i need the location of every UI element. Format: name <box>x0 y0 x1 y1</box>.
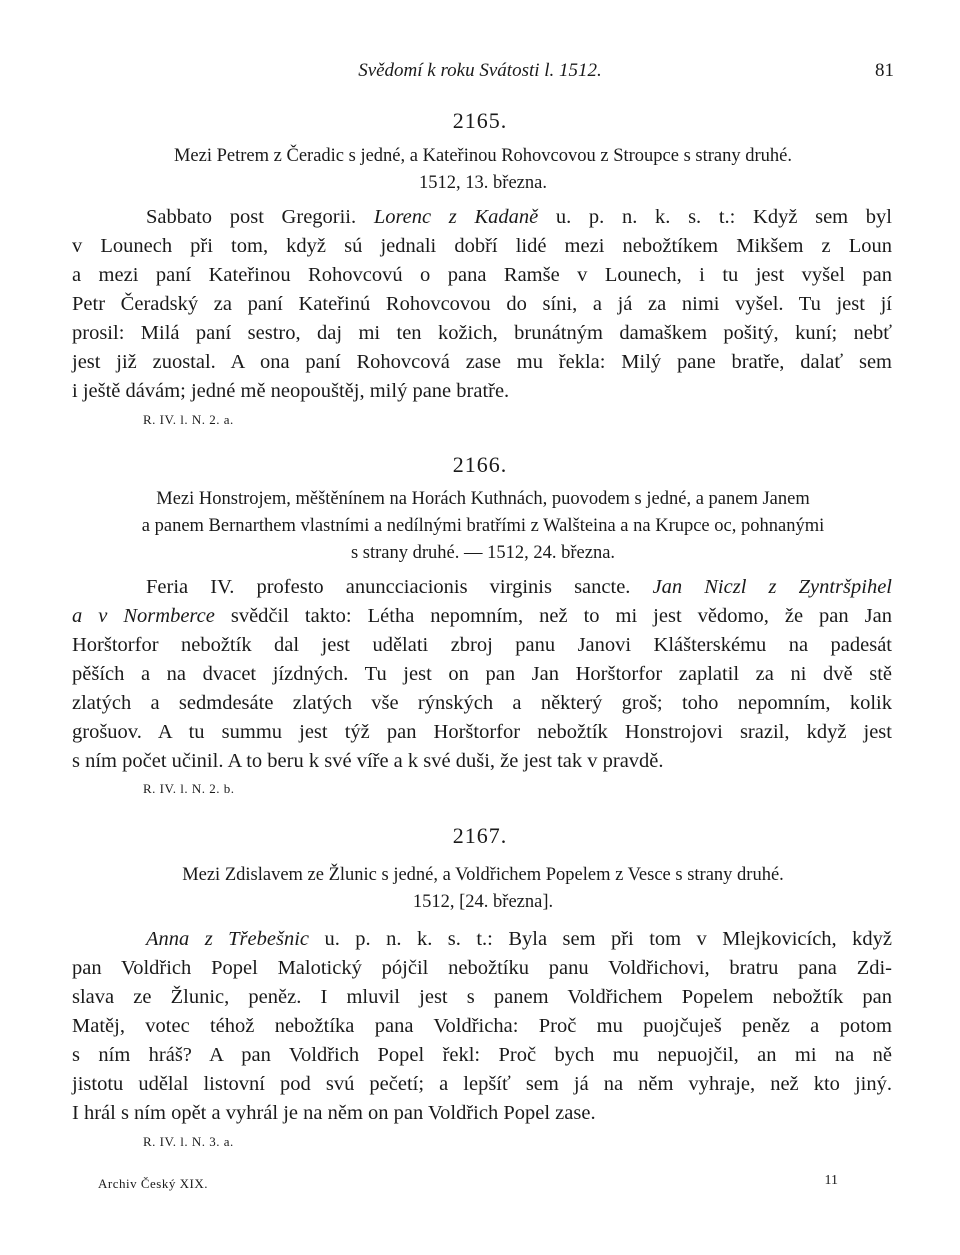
running-title: Svědomí k roku Svátosti l. 1512. <box>358 60 602 81</box>
footer-signature: Archiv Český XIX. <box>98 1176 208 1191</box>
body-text: v Lounech při tom, když sú jednali dobří lidé mezi nebožtíkem Mikšem z Loun <box>72 235 892 257</box>
footer-sheet-number: 11 <box>824 1173 838 1188</box>
body-line <box>72 983 892 1012</box>
entry-heading <box>72 486 894 567</box>
body-line <box>72 377 892 406</box>
body-text: u. p. n. k. s. t.: Byla sem při tom v Mlejkovicích, když <box>309 928 892 950</box>
entry-number: 2165. <box>452 108 508 133</box>
body-text: Sabbato post Gregorii. <box>146 206 374 228</box>
entry-heading <box>72 862 894 916</box>
body-text: Matěj, votec téhož nebožtíka pana Voldřicha: Proč mu puojčuješ peněz a potom <box>72 1015 892 1037</box>
body-text: slava ze Žlunic, peněz. I mluvil jest s panem Voldřichem Popelem nebožtík pan <box>72 986 892 1008</box>
heading-line: Mezi Petrem z Čeradic s jedné, a Kateřinou Rohovcovou z Stroupce s strany druhé. <box>173 146 793 166</box>
archive-reference: R. IV. l. N. 2. b. <box>143 781 235 796</box>
body-text: s ním hráš? A pan Voldřich Popel řekl: Proč bych mu nepuojčil, an mi na ně <box>72 1044 892 1066</box>
body-line <box>72 689 892 718</box>
running-head <box>0 58 960 88</box>
entry-body <box>72 925 892 1128</box>
entry-body <box>72 203 892 406</box>
body-text: pěších a na dvacet jízdných. Tu jest on pan Jan Horštorfor zaplatil za ni dvě stě <box>72 663 892 685</box>
heading-line: s strany druhé. — 1512, 24. března. <box>350 543 616 563</box>
body-line <box>72 319 892 348</box>
body-line <box>72 348 892 377</box>
body-text: prosil: Milá paní sestro, daj mi ten kožich, brunátným damaškem pošitý, kuní; nebť <box>72 322 892 344</box>
body-line <box>72 631 892 660</box>
body-line <box>72 602 892 631</box>
heading-line: a panem Bernarthem vlastními a nedílnými bratřími z Walšteina a na Krupce oc, pohnanými <box>141 516 825 536</box>
body-text: zlatých a sedmdesáte zlatých vše rýnských a některý groš; toho nepomním, kolik <box>72 692 892 714</box>
body-line <box>72 954 892 983</box>
archive-reference: R. IV. l. N. 3. a. <box>143 1134 234 1149</box>
body-text: u. p. n. k. s. t.: Když sem byl <box>538 206 892 228</box>
heading-line: 1512, 13. března. <box>419 173 547 193</box>
body-line <box>72 1041 892 1070</box>
body-line <box>72 573 892 602</box>
witness-name: Anna z Třebešnic <box>146 928 310 950</box>
body-line <box>72 203 892 232</box>
witness-name: Jan Niczl z Zyntršpihel <box>652 576 893 598</box>
body-text: svědčil takto: Létha nepomním, než to mi jest vědomo, že pan Jan <box>214 605 892 627</box>
body-text: Feria IV. profesto anuncciacionis virginis sancte. <box>146 576 653 598</box>
body-line <box>72 747 892 776</box>
archive-reference: R. IV. l. N. 2. a. <box>143 412 234 427</box>
witness-name: a v Normberce <box>72 605 215 627</box>
body-text: I hrál s ním opět a vyhrál je na něm on pan Voldřich Popel zase. <box>72 1102 596 1124</box>
body-line <box>72 1099 892 1128</box>
entry-number: 2166. <box>452 452 508 477</box>
body-line <box>72 1070 892 1099</box>
heading-line: Mezi Zdislavem ze Žlunic s jedné, a Voldřichem Popelem z Vesce s strany druhé. <box>182 865 784 885</box>
heading-line: Mezi Honstrojem, měštěnínem na Horách Kuthnách, puovodem s jedné, a panem Janem <box>156 489 810 509</box>
entry-number: 2167. <box>452 823 508 848</box>
body-line <box>72 1012 892 1041</box>
witness-name: Lorenc z Kadaně <box>373 206 539 228</box>
entry-heading <box>72 143 894 197</box>
entry-body <box>72 573 892 776</box>
body-text: Petr Čeradský za paní Kateřinú Rohovcovou do síni, a já za nimi vyšel. Tu jest jí <box>72 293 892 315</box>
body-text: a mezi paní Kateřinou Rohovcovú o pana Ramše v Lounech, i tu jest vyšel pan <box>72 264 892 286</box>
body-text: jest již zuostal. A ona paní Rohovcová zase mu řekla: Milý pane bratře, dalať sem <box>72 351 892 373</box>
body-text: s ním počet učinil. A to beru k své víře a k své duši, že jest tak v pravdě. <box>72 750 664 772</box>
body-line <box>72 660 892 689</box>
body-text: Horštorfor nebožtík dal jest udělati zbroj panu Janovi Klášterskému na padesát <box>72 634 892 656</box>
body-text: jistotu udělal listovní pod svú pečetí; a lepšíť sem já na něm vyhraje, než kto jiný. <box>72 1073 892 1095</box>
body-line <box>72 232 892 261</box>
body-line <box>72 290 892 319</box>
body-text: pan Voldřich Popel Malotický pójčil nebožtíku panu Voldřichovi, bratru pana Zdi- <box>72 957 892 979</box>
body-text: i ještě dávám; jedné mě neopouštěj, milý pane bratře. <box>72 380 510 402</box>
body-line <box>72 925 892 954</box>
body-line <box>72 718 892 747</box>
body-text: grošuov. A tu summu jest týž pan Horštorfor nebožtík Honstrojovi srazil, když jest <box>72 721 892 743</box>
page-number: 81 <box>875 60 894 81</box>
heading-line: 1512, [24. března]. <box>412 892 554 912</box>
body-line <box>72 261 892 290</box>
